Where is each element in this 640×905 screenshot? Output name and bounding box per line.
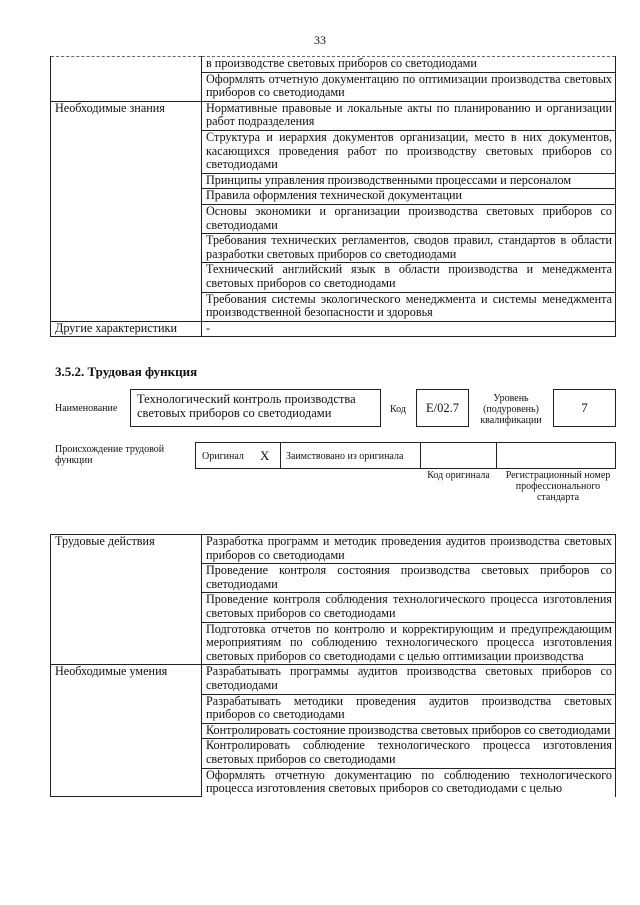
borrowed-cell (280, 442, 421, 469)
original-label: Оригинал (202, 451, 244, 462)
actions-table (50, 534, 616, 797)
reg-number-caption: Регистрационный номер профессионального стандарта (505, 470, 611, 503)
table-cell: Структура и иерархия документов организации, место в них документов, касающихся проведения работ по производству световых приборов со светодиодами (202, 130, 616, 173)
row-label-actions: Трудовые действия (51, 535, 202, 665)
table-cell: в производстве световых приборов со светодиодами (202, 57, 616, 73)
origin-code-cell (420, 442, 497, 469)
code-value: E/02.7 (416, 389, 469, 427)
table-cell: - (202, 321, 616, 337)
row-label-other: Другие характеристики (51, 321, 202, 337)
name-label: Наименование (55, 403, 118, 414)
table-cell: Основы экономики и организации производства световых приборов со светодиодами (202, 204, 616, 233)
original-mark: X (260, 448, 270, 463)
origin-code-caption: Код оригинала (427, 470, 490, 481)
knowledge-table (50, 56, 616, 337)
table-cell: Оформлять отчетную документацию по соблюдению технологического процесса изготовления световых приборов со светодиодами с целью (202, 768, 616, 797)
table-cell: Требования системы экологического менеджмента и системы менеджмента производственной безопасности и здоровья (202, 292, 616, 321)
reg-number-cell (496, 442, 616, 469)
table-cell: Технический английский язык в области производства и менеджмента световых приборов со светодиодами (202, 263, 616, 292)
table-cell: Оформлять отчетную документацию по оптимизации производства световых приборов со светодиодами (202, 72, 616, 101)
original-cell (195, 442, 281, 469)
table-cell: Проведение контроля соблюдения технологического процесса изготовления световых приборов со светодиодами (202, 593, 616, 622)
section-heading: 3.5.2. Трудовая функция (55, 364, 198, 379)
row-label (51, 57, 202, 102)
table-cell: Нормативные правовые и локальные акты по планированию и организации работ подразделения (202, 101, 616, 130)
table-cell: Разрабатывать программы аудитов производства световых приборов со светодиодами (202, 665, 616, 694)
function-name: Технологический контроль производства световых приборов со светодиодами (130, 389, 381, 427)
origin-label: Происхождение трудовой функции (55, 444, 165, 466)
borrowed-label: Заимствовано из оригинала (286, 451, 404, 462)
level-label: Уровень (подуровень) квалификации (480, 393, 542, 426)
row-label-skills: Необходимые умения (51, 665, 202, 797)
page-number: 33 (314, 33, 326, 47)
code-label: Код (390, 404, 406, 415)
table-cell: Разрабатывать методики проведения аудитов производства световых приборов со светодиодами (202, 694, 616, 723)
table-cell: Контролировать соблюдение технологического процесса изготовления световых приборов со светодиодами (202, 739, 616, 768)
table-cell: Разработка программ и методик проведения аудитов производства световых приборов со светодиодами (202, 535, 616, 564)
table-cell: Контролировать состояние производства световых приборов со светодиодами (202, 723, 616, 739)
table-cell: Принципы управления производственными процессами и персоналом (202, 173, 616, 189)
table-cell: Подготовка отчетов по контролю и корректирующим и предупреждающим мероприятиям по соблюдению технологического процесса изготовления световых приборов со светодиодами с целью оптимизации производства (202, 622, 616, 665)
level-value: 7 (553, 389, 616, 427)
row-label-knowledge: Необходимые знания (51, 101, 202, 321)
table-cell: Правила оформления технической документации (202, 189, 616, 205)
table-cell: Проведение контроля состояния производства световых приборов со светодиодами (202, 564, 616, 593)
table-cell: Требования технических регламентов, сводов правил, стандартов в области разработки световых приборов со светодиодами (202, 234, 616, 263)
